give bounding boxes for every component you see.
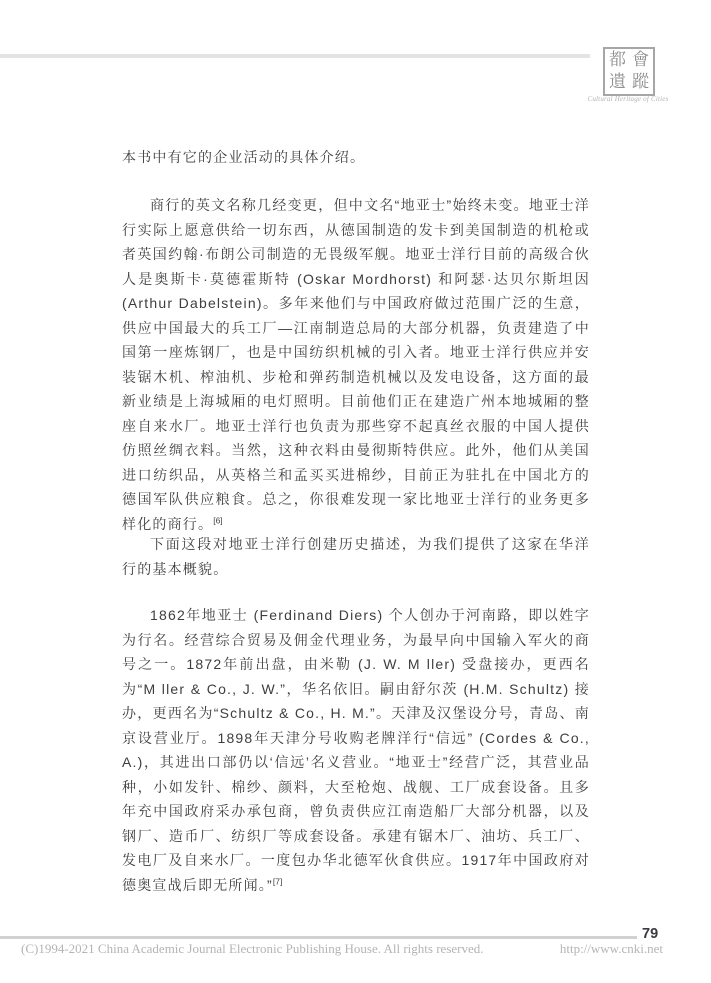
journal-seal-logo [603, 47, 655, 96]
seal-character: 遺 [609, 71, 626, 92]
footer [21, 941, 663, 957]
paragraph-history [122, 603, 590, 897]
paragraph-text: 本书中有它的企业活动的具体介绍。 [122, 149, 366, 165]
paragraph-intro-tail [122, 145, 590, 170]
paragraph-lead-in [122, 532, 590, 581]
paragraph-quote-business [122, 193, 590, 536]
header-divider [0, 54, 590, 58]
paragraph-text: 下面这段对地亚士洋行创建历史描述，为我们提供了这家在华洋行的基本概貌。 [122, 536, 590, 577]
footnote-marker-7: [7] [272, 875, 283, 886]
seal-character: 都 [609, 50, 626, 71]
footnote-marker-6: [6] [213, 514, 223, 525]
footer-divider [0, 936, 637, 939]
paragraph-text: 商行的英文名称几经变更，但中文名“地亚士”始终未变。地亚士洋行实际上愿意供给一切东西，从德国制造的发卡到美国制造的机枪或者英国约翰·布朗公司制造的无畏级军舰。地亚士洋行目前的高级合伙人是奥斯卡·莫德霍斯特 (Oskar Mordhorst) 和阿瑟·达贝尔斯坦因 (Arthur Dabelstein)。多年来他们与中国政府做过范围广泛的生意，供应中国最大的兵工厂—江南制造总局的大部分机器，负责建造了中国第一座炼钢厂，也是中国纺织机械的引入者。地亚士洋行供应并安装锯木机、榨油机、步枪和弹药制造机械以及发电设备，这方面的最新业绩是上海城厢的电灯照明。目前他们正在建造广州本地城厢的整座自来水厂。地亚士洋行也负责为那些穿不起真丝衣服的中国人提供仿照丝绸衣料。当然，这种衣料由曼彻斯特供应。此外，他们从美国进口纺织品，从英格兰和孟买买进棉纱，目前正为驻扎在中国北方的德国军队供应粮食。总之，你很难发现一家比地亚士洋行的业务更多样化的商行。 [122, 197, 590, 532]
copyright-notice: (C)1994-2021 China Academic Journal Electronic Publishing House. All rights reserved. [21, 941, 484, 956]
cnki-url: http://www.cnki.net [559, 941, 663, 956]
page-number: 79 [642, 926, 659, 942]
seal-character: 會 [632, 50, 649, 71]
seal-character: 蹤 [632, 71, 649, 92]
paragraph-text: 1862年地亚士 (Ferdinand Diers) 个人创办于河南路，即以姓字为行名。经营综合贸易及佣金代理业务，为最早向中国输入军火的商号之一。1872年前出盘，由米勒 (J. W. M ller) 受盘接办，更西名为“M ller & Co., J. W.”，华名依旧。嗣由舒尔茨 (H.M. Schultz) 接办，更西名为“Schultz & Co., H. M.”。天津及汉堡设分号，青岛、南京设营业厅。1898年天津分号收购老牌洋行“信远” (Cordes & Co., A.)，其进出口部仍以‘信远’名义营业。“地亚士”经营广泛，其营业品种，小如发针、棉纱、颜料，大至枪炮、战舰、工厂成套设备。且多年充中国政府采办承包商，曾负责供应江南造船厂大部分机器，以及钢厂、造币厂、纺织厂等成套设备。承建有锯木厂、油坊、兵工厂、发电厂及自来水厂。一度包办华北德军伙食供应。1917年中国政府对德奥宣战后即无所闻。” [122, 607, 590, 893]
seal-caption: Cultural Heritage of Cities [587, 95, 669, 103]
